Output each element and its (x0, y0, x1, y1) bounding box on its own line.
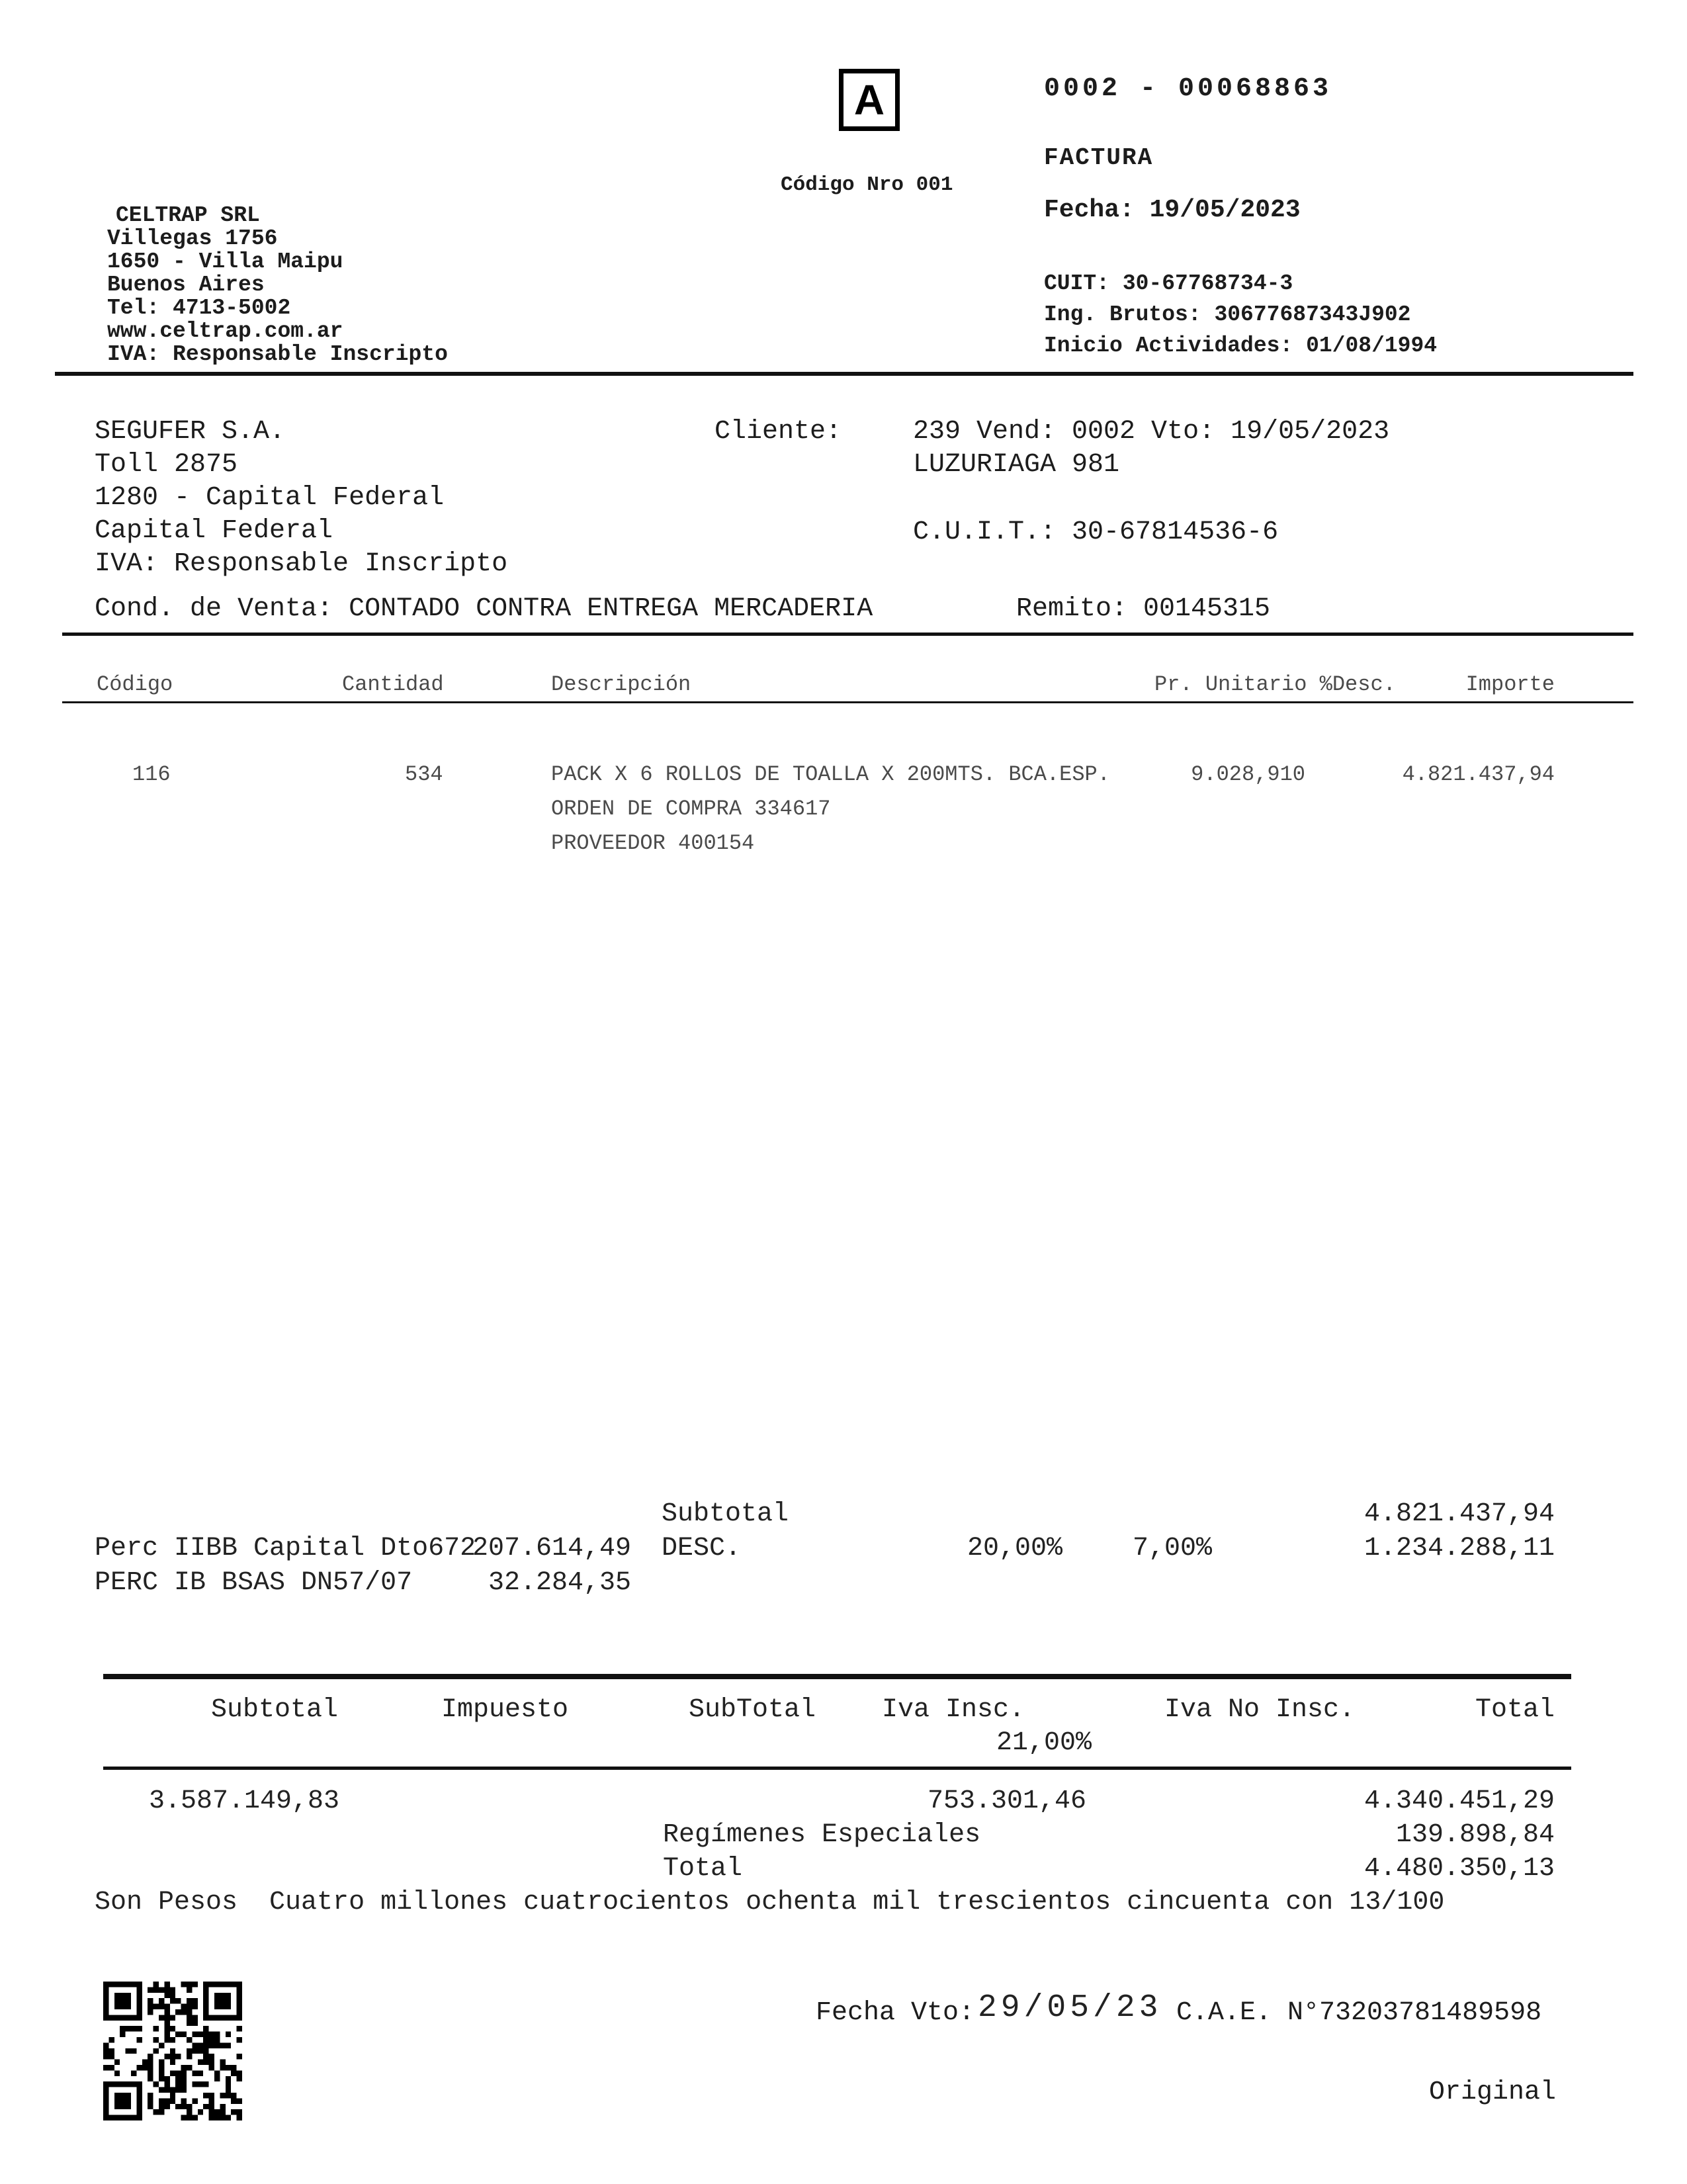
company-phone: Tel: 4713-5002 (107, 296, 291, 320)
company-website: www.celtrap.com.ar (107, 319, 343, 343)
summary-header-iva-no-insc: Iva No Insc. (1164, 1695, 1356, 1725)
summary-top-rule (103, 1674, 1571, 1679)
fecha-vto-value: 29/05/23 (978, 1990, 1162, 2026)
customer-city: Capital Federal (95, 516, 333, 546)
perc-ib-value: 32.284,35 (488, 1568, 631, 1598)
copy-type-original: Original (1429, 2077, 1557, 2107)
remito: Remito: 00145315 (1016, 594, 1271, 624)
customer-name: SEGUFER S.A. (95, 417, 286, 447)
customer-iva-status: IVA: Responsable Inscripto (95, 549, 508, 579)
summary-header-total: Total (1475, 1695, 1555, 1725)
qr-code (103, 1982, 242, 2120)
summary-iva-insc-value: 753.301,46 (927, 1786, 1086, 1816)
codigo-nro-label: Código Nro 001 (781, 173, 953, 197)
summary-subtotal-value: 3.587.149,83 (149, 1786, 340, 1816)
customer-divider (62, 633, 1633, 636)
col-header-codigo: Código (97, 672, 173, 697)
grand-total-value: 4.480.350,13 (1363, 1854, 1555, 1884)
desc-pct-2: 7,00% (1133, 1534, 1213, 1563)
summary-header-subtotal: Subtotal (211, 1695, 339, 1725)
desc-value: 1.234.288,11 (1363, 1534, 1555, 1563)
perc-iibb-value: 207.614,49 (472, 1534, 631, 1563)
header-divider (55, 372, 1633, 376)
item-importe: 4.821.437,94 (1402, 762, 1555, 787)
item-extra-line-1: ORDEN DE COMPRA 334617 (551, 797, 831, 821)
regimenes-value: 139.898,84 (1395, 1820, 1555, 1850)
cliente-street: LUZURIAGA 981 (913, 450, 1120, 480)
company-city: Buenos Aires (107, 273, 265, 297)
regimenes-label: Regímenes Especiales (663, 1820, 981, 1850)
summary-header-impuesto: Impuesto (441, 1695, 569, 1725)
invoice-number: 0002 - 00068863 (1044, 74, 1332, 104)
perc-ib-label: PERC IB BSAS DN57/07 (95, 1568, 413, 1598)
col-header-importe: Importe (1465, 672, 1555, 697)
invoice-letter: A (853, 76, 885, 124)
inicio-actividades: Inicio Actividades: 01/08/1994 (1044, 333, 1438, 358)
company-iva-status: IVA: Responsable Inscripto (107, 342, 448, 367)
col-header-cantidad: Cantidad (342, 672, 444, 697)
subtotal-label: Subtotal (662, 1499, 789, 1529)
cond-venta: Cond. de Venta: CONTADO CONTRA ENTREGA MERCADERIA (95, 594, 873, 624)
desc-pct-1: 20,00% (967, 1534, 1063, 1563)
desc-label: DESC. (662, 1534, 742, 1563)
customer-address-2: 1280 - Capital Federal (95, 483, 445, 513)
company-address-2: 1650 - Villa Maipu (107, 249, 343, 274)
company-name: CELTRAP SRL (116, 203, 260, 228)
item-codigo: 116 (132, 762, 171, 787)
doc-type: FACTURA (1044, 144, 1154, 171)
grand-total-label: Total (663, 1854, 743, 1884)
summary-header-rule (103, 1767, 1571, 1770)
cae-number: C.A.E. N°73203781489598 (1176, 1998, 1542, 2028)
invoice-letter-box (839, 69, 900, 131)
cliente-number-line: 239 Vend: 0002 Vto: 19/05/2023 (913, 417, 1390, 447)
fecha-vto-label: Fecha Vto: (816, 1998, 975, 2028)
amount-in-words: Son Pesos Cuatro millones cuatrocientos ochenta mil trescientos cincuenta con 13/100 (95, 1888, 1445, 1917)
invoice-date: Fecha: 19/05/2023 (1044, 196, 1301, 224)
summary-header-subtotal2: SubTotal (689, 1695, 816, 1725)
table-header-divider (62, 701, 1633, 703)
cliente-label: Cliente: (714, 417, 842, 447)
customer-cuit: C.U.I.T.: 30-67814536-6 (913, 517, 1279, 547)
item-descripcion: PACK X 6 ROLLOS DE TOALLA X 200MTS. BCA.ESP. (551, 762, 1110, 787)
col-header-unitario-desc: Pr. Unitario %Desc. (1154, 672, 1396, 697)
summary-header-iva-insc: Iva Insc. (882, 1695, 1025, 1725)
customer-address-1: Toll 2875 (95, 450, 238, 480)
ing-brutos: Ing. Brutos: 30677687343J902 (1044, 302, 1411, 327)
item-extra-line-2: PROVEEDOR 400154 (551, 831, 755, 855)
summary-iva-pct: 21,00% (996, 1728, 1092, 1758)
item-pr-unitario: 9.028,910 (1191, 762, 1305, 787)
summary-total-col-value: 4.340.451,29 (1363, 1786, 1555, 1816)
company-address-1: Villegas 1756 (107, 226, 278, 251)
item-cantidad: 534 (405, 762, 443, 787)
subtotal-value: 4.821.437,94 (1363, 1499, 1555, 1529)
col-header-descripcion: Descripción (551, 672, 691, 697)
perc-iibb-label: Perc IIBB Capital Dto672 (95, 1534, 476, 1563)
company-cuit: CUIT: 30-67768734-3 (1044, 271, 1293, 296)
